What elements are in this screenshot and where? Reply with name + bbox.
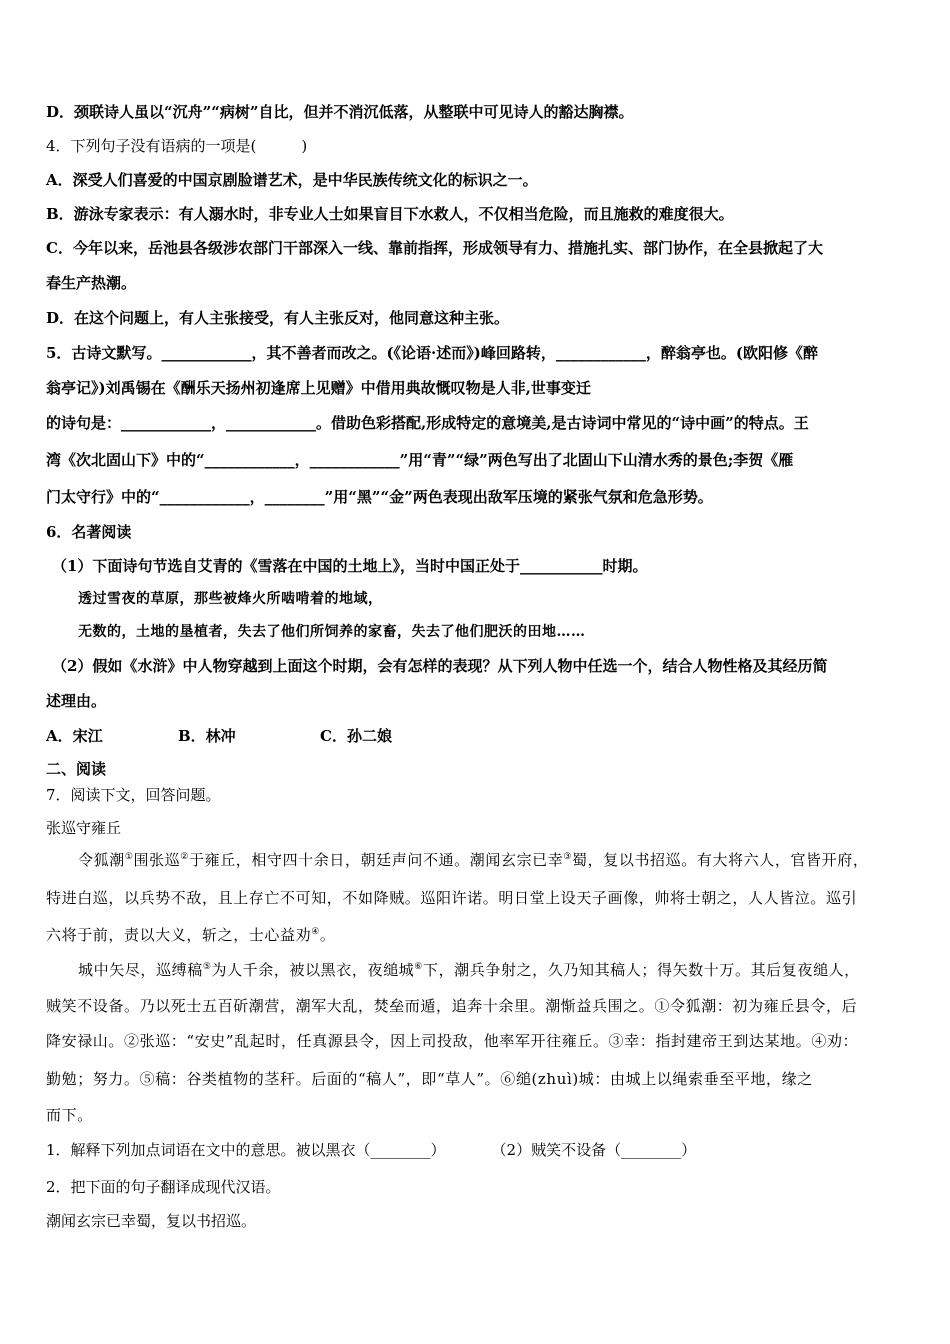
- footnote-ref: ④: [311, 927, 320, 937]
- q7-sub-1: [46, 1140, 916, 1160]
- q7-notes-line-3: 而下。: [46, 1106, 93, 1124]
- q4-stem: 4．下列句子没有语病的一项是( ): [46, 137, 308, 155]
- q7-paragraph-1-line-3: 六将于前，责以大义，斩之，士心益劝④。: [46, 926, 336, 944]
- q7-notes-line-2: 勤勉；努力。⑤稿：谷类植物的茎秆。后面的“稿人”，即“草人”。⑥缒(zhuì)城：由城上以绳索垂至平地，缘之: [46, 1070, 813, 1088]
- q6-option-b: B．林冲: [178, 727, 236, 745]
- q6-title: 6．名著阅读: [46, 523, 132, 541]
- q4-option-c: C．今年以来，岳池县各级涉农部门干部深入一线、靠前指挥，形成领导有力、措施扎实、部门协作，在全县掀起了大: [46, 239, 823, 257]
- section-2-title: 二、阅读: [46, 760, 107, 778]
- q5-line-3: 的诗句是：____________，____________。借助色彩搭配,形成特定的意境美,是古诗词中常见的“诗中画”的特点。王: [46, 414, 809, 432]
- q4-option-b: B．游泳专家表示：有人溺水时，非专业人士如果盲目下水救人，不仅相当危险，而且施救的难度很大。: [46, 205, 734, 223]
- q3-option-d: D．颈联诗人虽以“沉舟”“病树”自比，但并不消沉低落，从整联中可见诗人的豁达胸襟。: [46, 103, 634, 121]
- q5-line-1: 5．古诗文默写。____________，其不善者而改之。(《论语·述而》)峰回路转，____________，醉翁亭也。(欧阳修《醉: [46, 344, 818, 362]
- q4-option-a: A．深受人们喜爱的中国京剧脸谱艺术，是中华民族传统文化的标识之一。: [46, 171, 538, 189]
- q5-line-4: 湾《次北固山下》中的“____________，____________”用“青”“绿”两色写出了北固山下山清水秀的景色;李贺《雁: [46, 451, 794, 469]
- q6-part-1: （1）下面诗句节选自艾青的《雪落在中国的土地上》，当时中国正处于___________时期。: [52, 557, 648, 575]
- q7-sub-1-part-2: （2）贼笑不设备（________）: [491, 1141, 697, 1159]
- q7-paragraph-2-line-1: 城中矢尽，巡缚稿⑤为人千余，被以黑衣，夜缒城⑥下，潮兵争射之，久乃知其稿人；得矢数十万。其后复夜缒人，: [78, 961, 860, 979]
- q6-poem-line-1: 透过雪夜的草原，那些被烽火所啮啃着的地域，: [78, 591, 383, 607]
- q7-passage-title: 张巡守雍丘: [46, 819, 122, 837]
- q4-option-c-cont: 春生产热潮。: [46, 274, 137, 292]
- q5-line-5: 门太守行》中的“____________，________”用“黑”“金”两色表现出敌军压境的紧张气氛和危急形势。: [46, 488, 713, 506]
- q6-poem-line-2: 无数的，土地的垦植者，失去了他们所饲养的家畜，失去了他们肥沃的田地……: [78, 624, 586, 640]
- q5-line-2: 翁亭记》)刘禹锡在《酬乐天扬州初逢席上见赠》中借用典故慨叹物是人非,世事变迁: [46, 379, 591, 397]
- q7-paragraph-2-line-2: 贼笑不设备。乃以死士五百斫潮营，潮军大乱，焚垒而遁，追奔十余里。潮惭益兵围之。①令狐潮：初为雍丘县令，后: [46, 997, 858, 1015]
- q7-notes-line-1: 降安禄山。②张巡：“安史”乱起时，任真源县令，因上司投敌，他率军开往雍丘。③幸：指封建帝王到达某地。④劝：: [46, 1032, 859, 1050]
- q6-option-c: C．孙二娘: [320, 727, 392, 745]
- footnote-ref: ③: [563, 852, 573, 862]
- q7-stem: 7．阅读下文，回答问题。: [46, 786, 221, 804]
- q7-sub-1-part-1: 1．解释下列加点词语在文中的意思。被以黑衣（________）: [46, 1141, 446, 1159]
- footnote-ref: ②: [180, 852, 189, 862]
- q6-option-a: A．宋江: [46, 727, 103, 745]
- q7-paragraph-1-line-1: 令狐潮①围张巡②于雍丘，相守四十余日，朝廷声问不通。潮闻玄宗已幸③蜀，复以书招巡。有大将六人，官皆开府，: [78, 851, 869, 869]
- q7-paragraph-1-line-2: 特进白巡，以兵势不敌，且上存亡不可知，不如降贼。巡阳许诺。明日堂上设天子画像，帅将士朝之，人人皆泣。巡引: [46, 889, 858, 907]
- footnote-ref: ①: [124, 852, 134, 862]
- footnote-ref: ⑤: [202, 962, 212, 972]
- q7-sub-2: 2．把下面的句子翻译成现代汉语。: [46, 1178, 281, 1196]
- q6-options: [46, 726, 916, 746]
- q7-sub-2-sentence: 潮闻玄宗已幸蜀，复以书招巡。: [46, 1212, 257, 1230]
- q6-part-2-cont: 述理由。: [46, 692, 107, 710]
- footnote-ref: ⑥: [414, 962, 423, 972]
- q6-part-2: （2）假如《水浒》中人物穿越到上面这个时期，会有怎样的表现？从下列人物中任选一个，结合人物性格及其经历简: [52, 657, 828, 675]
- q4-option-d: D．在这个问题上，有人主张接受，有人主张反对，他同意这种主张。: [46, 309, 510, 327]
